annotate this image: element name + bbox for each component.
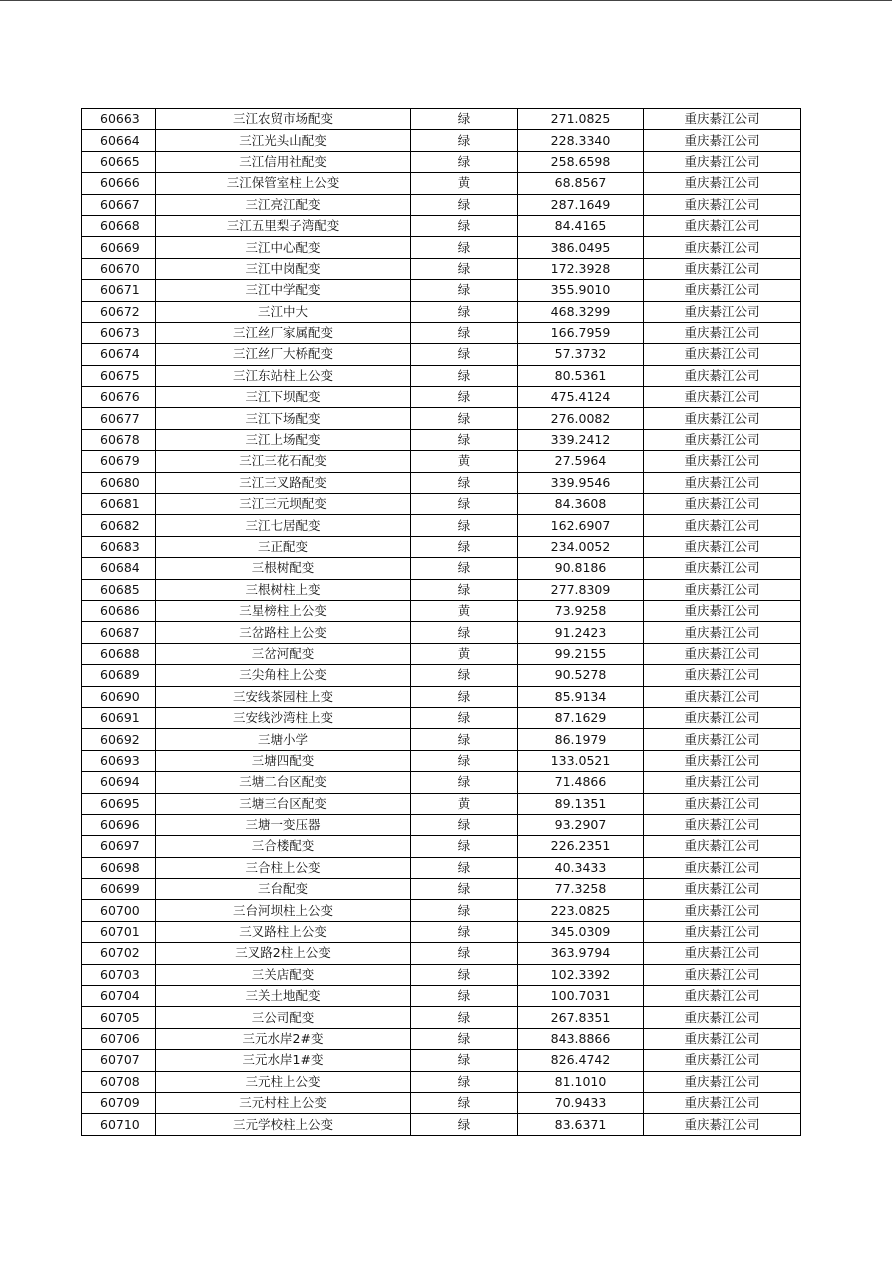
value-cell: 85.9134 (518, 686, 644, 707)
table-row (82, 109, 801, 130)
company-cell: 重庆綦江公司 (644, 301, 801, 322)
station-name-cell: 三元水岸1#变 (156, 1050, 411, 1071)
table-row (82, 686, 801, 707)
company-cell: 重庆綦江公司 (644, 793, 801, 814)
station-name-cell: 三江中岗配变 (156, 258, 411, 279)
value-cell: 57.3732 (518, 344, 644, 365)
value-cell: 100.7031 (518, 986, 644, 1007)
company-cell: 重庆綦江公司 (644, 986, 801, 1007)
row-id-cell: 60701 (82, 921, 156, 942)
table-row (82, 836, 801, 857)
table-row (82, 280, 801, 301)
station-name-cell: 三塘一变压器 (156, 814, 411, 835)
company-cell: 重庆綦江公司 (644, 558, 801, 579)
company-cell: 重庆綦江公司 (644, 408, 801, 429)
station-name-cell: 三关土地配变 (156, 986, 411, 1007)
station-name-cell: 三江保管室柱上公变 (156, 173, 411, 194)
station-name-cell: 三江下坝配变 (156, 387, 411, 408)
table-row (82, 408, 801, 429)
table-row (82, 173, 801, 194)
row-id-cell: 60674 (82, 344, 156, 365)
station-name-cell: 三江农贸市场配变 (156, 109, 411, 130)
status-color-cell: 绿 (411, 729, 518, 750)
company-cell: 重庆綦江公司 (644, 943, 801, 964)
row-id-cell: 60694 (82, 772, 156, 793)
table-row (82, 943, 801, 964)
status-color-cell: 绿 (411, 921, 518, 942)
row-id-cell: 60689 (82, 665, 156, 686)
status-color-cell: 绿 (411, 237, 518, 258)
row-id-cell: 60676 (82, 387, 156, 408)
table-row (82, 130, 801, 151)
value-cell: 83.6371 (518, 1114, 644, 1135)
table-row (82, 900, 801, 921)
table-row (82, 365, 801, 386)
status-color-cell: 绿 (411, 472, 518, 493)
value-cell: 81.1010 (518, 1071, 644, 1092)
station-name-cell: 三台河坝柱上公变 (156, 900, 411, 921)
value-cell: 99.2155 (518, 643, 644, 664)
status-color-cell: 黄 (411, 793, 518, 814)
station-name-cell: 三台配变 (156, 879, 411, 900)
value-cell: 345.0309 (518, 921, 644, 942)
company-cell: 重庆綦江公司 (644, 814, 801, 835)
row-id-cell: 60700 (82, 900, 156, 921)
value-cell: 80.5361 (518, 365, 644, 386)
table-row (82, 258, 801, 279)
value-cell: 71.4866 (518, 772, 644, 793)
company-cell: 重庆綦江公司 (644, 494, 801, 515)
company-cell: 重庆綦江公司 (644, 964, 801, 985)
value-cell: 276.0082 (518, 408, 644, 429)
value-cell: 133.0521 (518, 750, 644, 771)
row-id-cell: 60672 (82, 301, 156, 322)
company-cell: 重庆綦江公司 (644, 515, 801, 536)
status-color-cell: 绿 (411, 622, 518, 643)
status-color-cell: 绿 (411, 986, 518, 1007)
row-id-cell: 60682 (82, 515, 156, 536)
row-id-cell: 60680 (82, 472, 156, 493)
status-color-cell: 绿 (411, 1007, 518, 1028)
table-row (82, 579, 801, 600)
row-id-cell: 60686 (82, 600, 156, 621)
table-row (82, 964, 801, 985)
station-name-cell: 三元水岸2#变 (156, 1028, 411, 1049)
station-name-cell: 三岔路柱上公变 (156, 622, 411, 643)
company-cell: 重庆綦江公司 (644, 879, 801, 900)
company-cell: 重庆綦江公司 (644, 173, 801, 194)
row-id-cell: 60703 (82, 964, 156, 985)
table-row (82, 814, 801, 835)
table-row (82, 750, 801, 771)
status-color-cell: 绿 (411, 344, 518, 365)
station-name-cell: 三尖角柱上公变 (156, 665, 411, 686)
value-cell: 166.7959 (518, 322, 644, 343)
value-cell: 228.3340 (518, 130, 644, 151)
row-id-cell: 60707 (82, 1050, 156, 1071)
table-row (82, 772, 801, 793)
table-row (82, 387, 801, 408)
status-color-cell: 绿 (411, 857, 518, 878)
status-color-cell: 绿 (411, 879, 518, 900)
station-name-cell: 三江上场配变 (156, 429, 411, 450)
row-id-cell: 60681 (82, 494, 156, 515)
table-row (82, 1092, 801, 1113)
status-color-cell: 黄 (411, 173, 518, 194)
station-name-cell: 三江三花石配变 (156, 451, 411, 472)
table-row (82, 558, 801, 579)
status-color-cell: 绿 (411, 814, 518, 835)
station-name-cell: 三公司配变 (156, 1007, 411, 1028)
station-name-cell: 三关店配变 (156, 964, 411, 985)
company-cell: 重庆綦江公司 (644, 600, 801, 621)
company-cell: 重庆綦江公司 (644, 322, 801, 343)
company-cell: 重庆綦江公司 (644, 472, 801, 493)
value-cell: 267.8351 (518, 1007, 644, 1028)
station-name-cell: 三元柱上公变 (156, 1071, 411, 1092)
value-cell: 84.4165 (518, 215, 644, 236)
row-id-cell: 60669 (82, 237, 156, 258)
status-color-cell: 绿 (411, 258, 518, 279)
table-row (82, 1007, 801, 1028)
value-cell: 226.2351 (518, 836, 644, 857)
table-row (82, 472, 801, 493)
row-id-cell: 60675 (82, 365, 156, 386)
station-name-cell: 三安线沙湾柱上变 (156, 707, 411, 728)
row-id-cell: 60684 (82, 558, 156, 579)
station-name-cell: 三根树柱上变 (156, 579, 411, 600)
row-id-cell: 60673 (82, 322, 156, 343)
table-row (82, 707, 801, 728)
table-row (82, 536, 801, 557)
status-color-cell: 绿 (411, 494, 518, 515)
company-cell: 重庆綦江公司 (644, 151, 801, 172)
company-cell: 重庆綦江公司 (644, 836, 801, 857)
table-row (82, 237, 801, 258)
value-cell: 223.0825 (518, 900, 644, 921)
row-id-cell: 60666 (82, 173, 156, 194)
company-cell: 重庆綦江公司 (644, 280, 801, 301)
company-cell: 重庆綦江公司 (644, 130, 801, 151)
value-cell: 339.9546 (518, 472, 644, 493)
value-cell: 162.6907 (518, 515, 644, 536)
company-cell: 重庆綦江公司 (644, 1114, 801, 1135)
value-cell: 287.1649 (518, 194, 644, 215)
status-color-cell: 绿 (411, 964, 518, 985)
table-row (82, 301, 801, 322)
company-cell: 重庆綦江公司 (644, 109, 801, 130)
status-color-cell: 绿 (411, 130, 518, 151)
company-cell: 重庆綦江公司 (644, 258, 801, 279)
table-row (82, 451, 801, 472)
station-name-cell: 三塘二台区配变 (156, 772, 411, 793)
row-id-cell: 60710 (82, 1114, 156, 1135)
company-cell: 重庆綦江公司 (644, 900, 801, 921)
company-cell: 重庆綦江公司 (644, 1092, 801, 1113)
station-name-cell: 三江七居配变 (156, 515, 411, 536)
table-row (82, 151, 801, 172)
value-cell: 77.3258 (518, 879, 644, 900)
row-id-cell: 60664 (82, 130, 156, 151)
table-row (82, 344, 801, 365)
station-name-cell: 三塘小学 (156, 729, 411, 750)
row-id-cell: 60670 (82, 258, 156, 279)
status-color-cell: 绿 (411, 772, 518, 793)
row-id-cell: 60678 (82, 429, 156, 450)
company-cell: 重庆綦江公司 (644, 1028, 801, 1049)
company-cell: 重庆綦江公司 (644, 237, 801, 258)
value-cell: 172.3928 (518, 258, 644, 279)
station-name-cell: 三江三叉路配变 (156, 472, 411, 493)
value-cell: 87.1629 (518, 707, 644, 728)
company-cell: 重庆綦江公司 (644, 1050, 801, 1071)
value-cell: 843.8866 (518, 1028, 644, 1049)
transformer-table (81, 108, 801, 1136)
row-id-cell: 60693 (82, 750, 156, 771)
status-color-cell: 黄 (411, 643, 518, 664)
table-body (82, 109, 801, 1136)
value-cell: 234.0052 (518, 536, 644, 557)
table-row (82, 322, 801, 343)
status-color-cell: 绿 (411, 301, 518, 322)
value-cell: 84.3608 (518, 494, 644, 515)
company-cell: 重庆綦江公司 (644, 1007, 801, 1028)
value-cell: 271.0825 (518, 109, 644, 130)
company-cell: 重庆綦江公司 (644, 579, 801, 600)
company-cell: 重庆綦江公司 (644, 1071, 801, 1092)
table-row (82, 1028, 801, 1049)
station-name-cell: 三叉路柱上公变 (156, 921, 411, 942)
value-cell: 826.4742 (518, 1050, 644, 1071)
table-row (82, 494, 801, 515)
row-id-cell: 60708 (82, 1071, 156, 1092)
company-cell: 重庆綦江公司 (644, 750, 801, 771)
station-name-cell: 三江中大 (156, 301, 411, 322)
status-color-cell: 绿 (411, 408, 518, 429)
row-id-cell: 60671 (82, 280, 156, 301)
row-id-cell: 60698 (82, 857, 156, 878)
value-cell: 102.3392 (518, 964, 644, 985)
table-row (82, 1071, 801, 1092)
station-name-cell: 三塘三台区配变 (156, 793, 411, 814)
value-cell: 40.3433 (518, 857, 644, 878)
status-color-cell: 绿 (411, 665, 518, 686)
status-color-cell: 黄 (411, 600, 518, 621)
station-name-cell: 三元村柱上公变 (156, 1092, 411, 1113)
status-color-cell: 绿 (411, 194, 518, 215)
station-name-cell: 三江东站柱上公变 (156, 365, 411, 386)
row-id-cell: 60683 (82, 536, 156, 557)
table-row (82, 1114, 801, 1135)
status-color-cell: 绿 (411, 1028, 518, 1049)
row-id-cell: 60665 (82, 151, 156, 172)
station-name-cell: 三元学校柱上公变 (156, 1114, 411, 1135)
table-row (82, 1050, 801, 1071)
table-row (82, 622, 801, 643)
value-cell: 93.2907 (518, 814, 644, 835)
company-cell: 重庆綦江公司 (644, 707, 801, 728)
status-color-cell: 绿 (411, 1071, 518, 1092)
row-id-cell: 60679 (82, 451, 156, 472)
status-color-cell: 绿 (411, 536, 518, 557)
company-cell: 重庆綦江公司 (644, 921, 801, 942)
value-cell: 277.8309 (518, 579, 644, 600)
station-name-cell: 三合柱上公变 (156, 857, 411, 878)
status-color-cell: 绿 (411, 579, 518, 600)
row-id-cell: 60706 (82, 1028, 156, 1049)
row-id-cell: 60699 (82, 879, 156, 900)
station-name-cell: 三岔河配变 (156, 643, 411, 664)
value-cell: 355.9010 (518, 280, 644, 301)
table-row (82, 665, 801, 686)
status-color-cell: 绿 (411, 387, 518, 408)
company-cell: 重庆綦江公司 (644, 536, 801, 557)
table-row (82, 643, 801, 664)
value-cell: 386.0495 (518, 237, 644, 258)
station-name-cell: 三星榜柱上公变 (156, 600, 411, 621)
station-name-cell: 三安线茶园柱上变 (156, 686, 411, 707)
row-id-cell: 60668 (82, 215, 156, 236)
status-color-cell: 绿 (411, 1050, 518, 1071)
station-name-cell: 三江中心配变 (156, 237, 411, 258)
status-color-cell: 绿 (411, 1114, 518, 1135)
row-id-cell: 60687 (82, 622, 156, 643)
row-id-cell: 60696 (82, 814, 156, 835)
row-id-cell: 60685 (82, 579, 156, 600)
station-name-cell: 三江五里梨子湾配变 (156, 215, 411, 236)
station-name-cell: 三合楼配变 (156, 836, 411, 857)
status-color-cell: 绿 (411, 515, 518, 536)
table-row (82, 986, 801, 1007)
value-cell: 475.4124 (518, 387, 644, 408)
company-cell: 重庆綦江公司 (644, 429, 801, 450)
value-cell: 70.9433 (518, 1092, 644, 1113)
station-name-cell: 三江丝厂家属配变 (156, 322, 411, 343)
table-row (82, 429, 801, 450)
status-color-cell: 绿 (411, 836, 518, 857)
table-row (82, 857, 801, 878)
value-cell: 468.3299 (518, 301, 644, 322)
status-color-cell: 绿 (411, 109, 518, 130)
value-cell: 339.2412 (518, 429, 644, 450)
status-color-cell: 绿 (411, 365, 518, 386)
value-cell: 89.1351 (518, 793, 644, 814)
value-cell: 90.5278 (518, 665, 644, 686)
table-row (82, 793, 801, 814)
row-id-cell: 60677 (82, 408, 156, 429)
company-cell: 重庆綦江公司 (644, 387, 801, 408)
table-row (82, 194, 801, 215)
status-color-cell: 绿 (411, 707, 518, 728)
company-cell: 重庆綦江公司 (644, 622, 801, 643)
table-row (82, 921, 801, 942)
station-name-cell: 三正配变 (156, 536, 411, 557)
station-name-cell: 三根树配变 (156, 558, 411, 579)
row-id-cell: 60667 (82, 194, 156, 215)
value-cell: 86.1979 (518, 729, 644, 750)
station-name-cell: 三江下场配变 (156, 408, 411, 429)
status-color-cell: 绿 (411, 429, 518, 450)
table-row (82, 879, 801, 900)
station-name-cell: 三江中学配变 (156, 280, 411, 301)
company-cell: 重庆綦江公司 (644, 772, 801, 793)
value-cell: 363.9794 (518, 943, 644, 964)
company-cell: 重庆綦江公司 (644, 451, 801, 472)
row-id-cell: 60691 (82, 707, 156, 728)
company-cell: 重庆綦江公司 (644, 686, 801, 707)
company-cell: 重庆綦江公司 (644, 194, 801, 215)
table-row (82, 515, 801, 536)
status-color-cell: 绿 (411, 151, 518, 172)
company-cell: 重庆綦江公司 (644, 365, 801, 386)
status-color-cell: 绿 (411, 215, 518, 236)
row-id-cell: 60704 (82, 986, 156, 1007)
station-name-cell: 三江光头山配变 (156, 130, 411, 151)
status-color-cell: 绿 (411, 900, 518, 921)
value-cell: 91.2423 (518, 622, 644, 643)
row-id-cell: 60695 (82, 793, 156, 814)
status-color-cell: 绿 (411, 280, 518, 301)
table-row (82, 729, 801, 750)
status-color-cell: 绿 (411, 558, 518, 579)
station-name-cell: 三叉路2柱上公变 (156, 943, 411, 964)
row-id-cell: 60705 (82, 1007, 156, 1028)
company-cell: 重庆綦江公司 (644, 344, 801, 365)
status-color-cell: 绿 (411, 686, 518, 707)
company-cell: 重庆綦江公司 (644, 665, 801, 686)
station-name-cell: 三江亮江配变 (156, 194, 411, 215)
page-top-border (0, 0, 892, 1)
value-cell: 73.9258 (518, 600, 644, 621)
station-name-cell: 三塘四配变 (156, 750, 411, 771)
status-color-cell: 黄 (411, 451, 518, 472)
row-id-cell: 60690 (82, 686, 156, 707)
table-row (82, 215, 801, 236)
row-id-cell: 60692 (82, 729, 156, 750)
status-color-cell: 绿 (411, 1092, 518, 1113)
row-id-cell: 60702 (82, 943, 156, 964)
value-cell: 258.6598 (518, 151, 644, 172)
company-cell: 重庆綦江公司 (644, 857, 801, 878)
row-id-cell: 60709 (82, 1092, 156, 1113)
value-cell: 27.5964 (518, 451, 644, 472)
status-color-cell: 绿 (411, 750, 518, 771)
value-cell: 90.8186 (518, 558, 644, 579)
station-name-cell: 三江三元坝配变 (156, 494, 411, 515)
row-id-cell: 60663 (82, 109, 156, 130)
status-color-cell: 绿 (411, 322, 518, 343)
station-name-cell: 三江信用社配变 (156, 151, 411, 172)
station-name-cell: 三江丝厂大桥配变 (156, 344, 411, 365)
company-cell: 重庆綦江公司 (644, 729, 801, 750)
table-row (82, 600, 801, 621)
row-id-cell: 60688 (82, 643, 156, 664)
company-cell: 重庆綦江公司 (644, 215, 801, 236)
value-cell: 68.8567 (518, 173, 644, 194)
company-cell: 重庆綦江公司 (644, 643, 801, 664)
row-id-cell: 60697 (82, 836, 156, 857)
status-color-cell: 绿 (411, 943, 518, 964)
